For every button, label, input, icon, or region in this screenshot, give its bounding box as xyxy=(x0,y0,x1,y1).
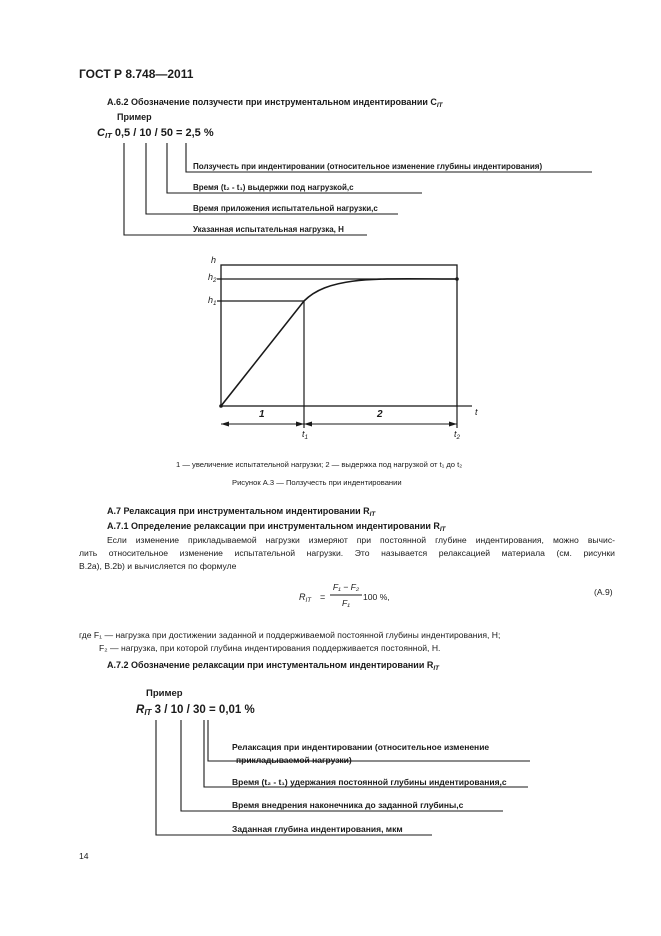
page-number: 14 xyxy=(79,851,89,861)
section-a71-heading: А.7.1 Определение релаксации при инструментальном индентировании $R_{IT}$ xyxy=(107,521,446,533)
paragraph-line-1: Если изменение прикладываемой нагрузки измеряют при постоянной глубине индентирования, можно вычис- xyxy=(107,535,615,545)
section-a62-heading: А.6.2 Обозначение ползучести при инструментальном индентировании $C_{IT}$ xyxy=(107,97,443,109)
relax-callout-1-line-1: Релаксация при индентировании (относительное изменение xyxy=(232,742,490,752)
example-label-1: Пример xyxy=(117,112,152,122)
y-axis-label: h xyxy=(211,255,217,265)
creep-callout-2: Время (t₂ - t₁) выдержки под нагрузкой,с xyxy=(193,183,354,192)
figure-legend: 1 — увеличение испытательной нагрузки; 2 — выдержка под нагрузкой от t₁ до t₂ xyxy=(176,460,463,469)
figure-caption: Рисунок А.3 — Ползучесть при индентировании xyxy=(232,478,402,487)
creep-callout-3: Время приложения испытательной нагрузки,с xyxy=(193,204,378,213)
formula-number: (А.9) xyxy=(594,587,613,597)
formula-factor: 100 %, xyxy=(363,592,390,602)
creep-notation: $C_{IT}$ 0,5 / 10 / 50 = 2,5 % xyxy=(97,127,214,140)
paragraph-line-3: В.2а), В.2b) и вычисляется по формуле xyxy=(79,561,237,571)
x-axis-label: t xyxy=(475,407,478,417)
section-a72-heading: А.7.2 Обозначение релаксации при инстументальном индентировании $R_{IT}$ xyxy=(107,660,439,672)
x-tick-t2: $t_2$ xyxy=(454,429,461,441)
example-label-2: Пример xyxy=(146,688,183,699)
formula-denominator: F₁ xyxy=(342,598,350,608)
section-a7-heading: А.7 Релаксация при инструментальном индентировании $R_{IT}$ xyxy=(107,506,376,518)
formula-lhs: $R_{IT}$ xyxy=(299,592,312,604)
relax-callout-1-line-2: прикладываемой нагрузки) xyxy=(236,755,352,765)
segment-label-2: 2 xyxy=(377,409,383,420)
formula-equals: = xyxy=(320,592,326,602)
where-line-1: где F₁ — нагрузка при достижении заданной и поддерживаемой постоянной глубины индентирования, Н; xyxy=(79,630,501,640)
y-tick-h2: $h_2$ xyxy=(208,272,217,284)
document-header: ГОСТ Р 8.748—2011 xyxy=(79,67,194,81)
formula-numerator: F₁ − F₂ xyxy=(332,582,360,592)
where-line-2: F₂ — нагрузка, при которой глубина индентирования поддерживается постоянной, Н. xyxy=(99,643,441,653)
creep-callout-1: Ползучесть при индентировании (относительное изменение глубины индентирования) xyxy=(193,162,543,171)
creep-callout-4: Указанная испытательная нагрузка, Н xyxy=(193,225,344,234)
segment-label-1: 1 xyxy=(259,409,265,420)
relaxation-notation: $R_{IT}$ 3 / 10 / 30 = 0,01 % xyxy=(136,704,255,717)
y-tick-h1: $h_1$ xyxy=(208,295,217,307)
paragraph-line-2: лить относительное изменение испытательной нагрузки. Это называется релаксацией материала (см. рисунки xyxy=(79,548,615,558)
relax-callout-4: Заданная глубина индентирования, мкм xyxy=(232,824,403,834)
relax-callout-3: Время внедрения наконечника до заданной глубины,с xyxy=(232,800,464,810)
relax-callout-2: Время (t₂ - t₁) удержания постоянной глубины индентирования,с xyxy=(232,777,507,787)
x-tick-t1: $t_1$ xyxy=(302,429,309,441)
